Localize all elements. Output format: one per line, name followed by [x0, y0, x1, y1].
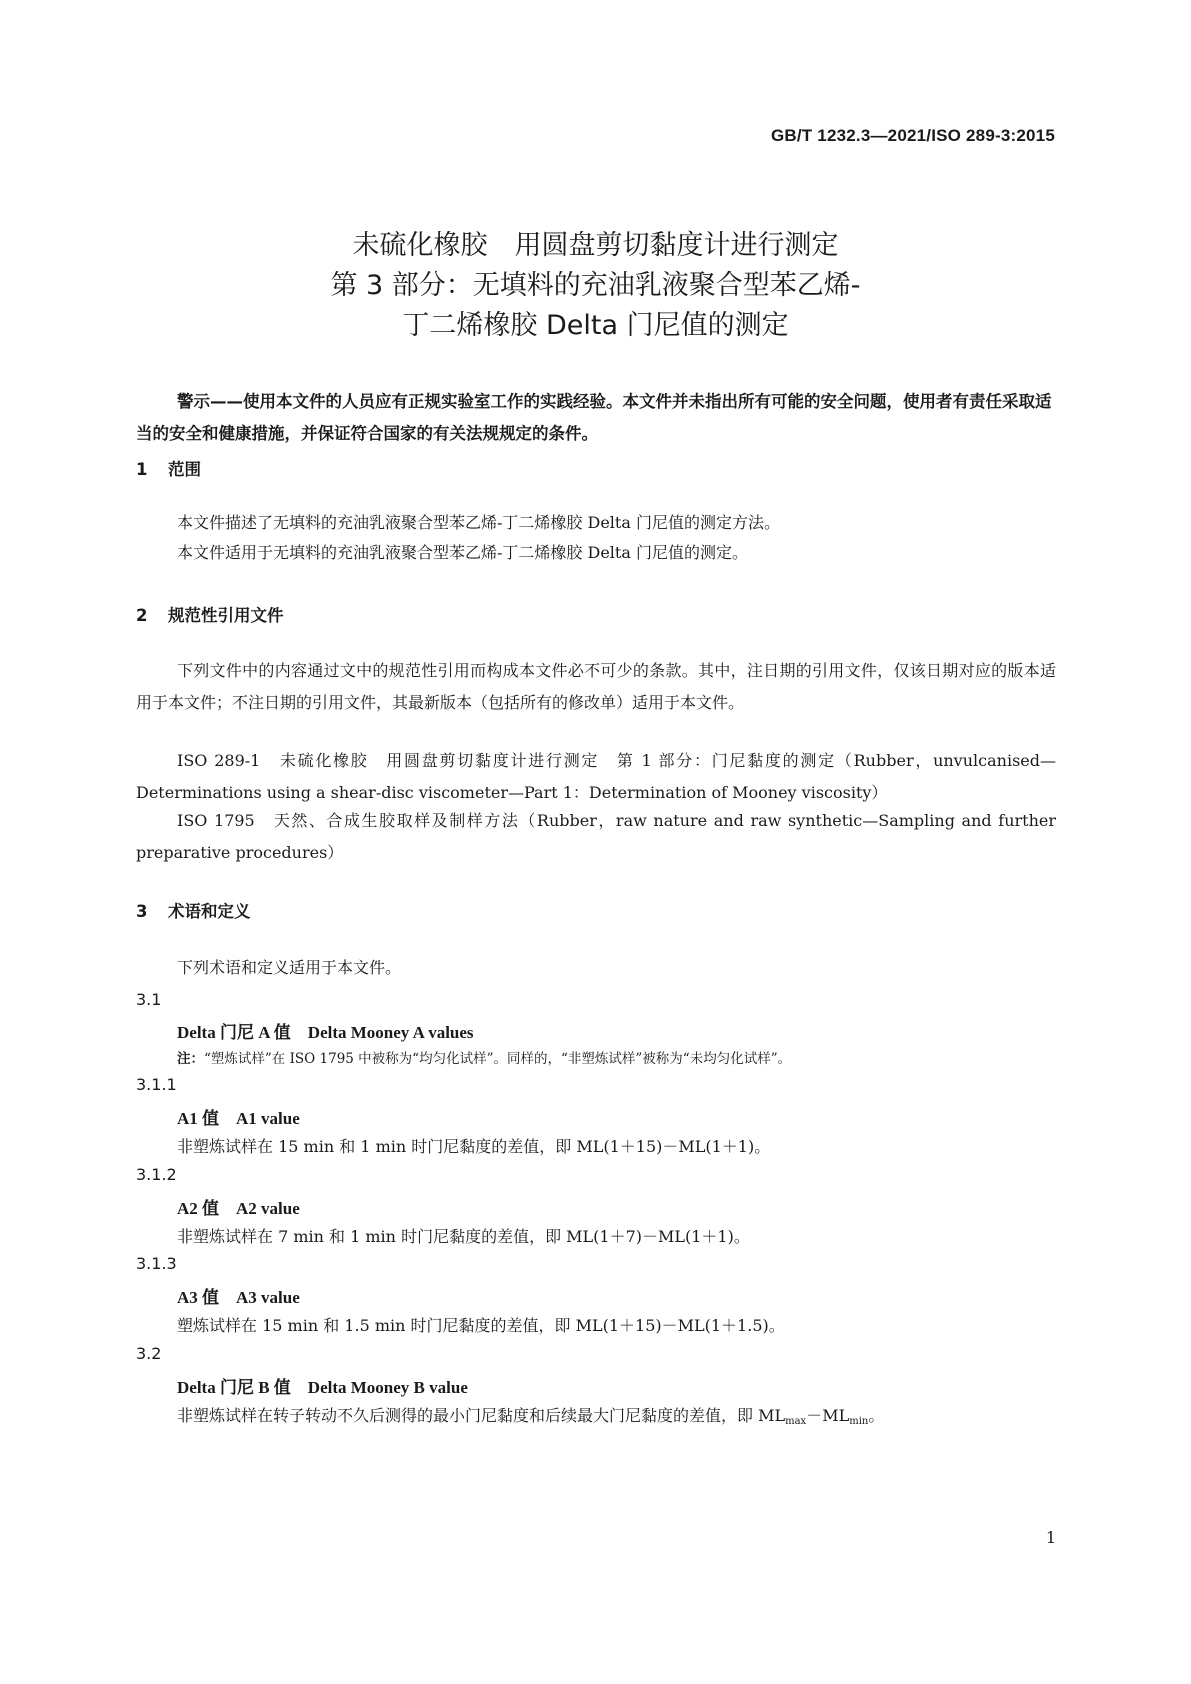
term-name: A3 值 A3 value — [177, 1288, 300, 1307]
subscript-min: min — [849, 1416, 869, 1427]
section-3-heading — [136, 898, 251, 922]
subscript-max: max — [785, 1416, 807, 1427]
term-definition: 非塑炼试样在 7 min 和 1 min 时门尼黏度的差值，即 ML(1＋7)－ML(1＋1)。 — [177, 1227, 750, 1246]
normative-refs-intro: 下列文件中的内容通过文中的规范性引用而构成本文件必不可少的条款。其中，注日期的引用文件，仅该日期对应的版本适用于本文件；不注日期的引用文件，其最新版本（包括所有的修改单）适用于本文件。 — [136, 661, 1056, 712]
term-number: 3.1.1 — [136, 1075, 177, 1094]
title-line-2: 第 3 部分：无填料的充油乳液聚合型苯乙烯- — [330, 270, 861, 301]
safety-warning: 警示——使用本文件的人员应有正规实验室工作的实践经验。本文件并未指出所有可能的安全问题，使用者有责任采取适当的安全和健康措施，并保证符合国家的有关法规规定的条件。 — [136, 392, 1052, 443]
reference-iso-1795: ISO 1795 天然、合成生胶取样及制样方法（Rubber，raw nature and raw synthetic—Sampling and further preparative procedures） — [136, 811, 1056, 862]
section-title: 术语和定义 — [168, 902, 251, 921]
section-2-heading — [136, 602, 284, 626]
scope-paragraph-1: 本文件描述了无填料的充油乳液聚合型苯乙烯-丁二烯橡胶 Delta 门尼值的测定方法。 — [177, 513, 780, 532]
standard-number: GB/T 1232.3—2021/ISO 289-3:2015 — [770, 126, 1055, 145]
definition-text: 非塑炼试样在转子转动不久后测得的最小门尼黏度和后续最大门尼黏度的差值，即 ML — [177, 1406, 786, 1425]
title-line-1: 未硫化橡胶 用圆盘剪切黏度计进行测定 — [352, 230, 839, 261]
section-title: 规范性引用文件 — [168, 606, 284, 625]
term-name: Delta 门尼 A 值 Delta Mooney A values — [177, 1023, 474, 1042]
note-label: 注： — [177, 1051, 204, 1067]
section-title: 范围 — [168, 460, 201, 479]
section-number: 3 — [136, 902, 148, 921]
note-text: “塑炼试样”在 ISO 1795 中被称为“均匀化试样”。同样的，“非塑炼试样”被称为“未均匀化试样”。 — [204, 1051, 792, 1067]
term-name: Delta 门尼 B 值 Delta Mooney B value — [177, 1378, 468, 1397]
term-number: 3.1.2 — [136, 1165, 177, 1184]
terms-intro: 下列术语和定义适用于本文件。 — [177, 958, 402, 977]
term-number: 3.1.3 — [136, 1254, 177, 1273]
title-line-3: 丁二烯橡胶 Delta 门尼值的测定 — [402, 310, 789, 341]
section-number: 2 — [136, 606, 148, 625]
term-number: 3.2 — [136, 1344, 162, 1363]
section-number: 1 — [136, 460, 148, 479]
page-number: 1 — [1045, 1528, 1056, 1547]
term-definition — [177, 1403, 884, 1427]
term-note — [177, 1047, 791, 1067]
term-name: A1 值 A1 value — [177, 1109, 300, 1128]
definition-text: 。 — [868, 1406, 885, 1425]
reference-iso-289-1: ISO 289-1 未硫化橡胶 用圆盘剪切黏度计进行测定 第 1 部分：门尼黏度的测定（Rubber，unvulcanised—Determinations using a shear-disc viscometer—Part 1：Determination of Mooney viscosity） — [136, 751, 1056, 802]
term-definition: 非塑炼试样在 15 min 和 1 min 时门尼黏度的差值，即 ML(1＋15)－ML(1＋1)。 — [177, 1137, 771, 1156]
term-number: 3.1 — [136, 990, 162, 1009]
definition-text: －ML — [806, 1406, 850, 1425]
term-name: A2 值 A2 value — [177, 1199, 300, 1218]
section-1-heading — [136, 456, 201, 480]
scope-paragraph-2: 本文件适用于无填料的充油乳液聚合型苯乙烯-丁二烯橡胶 Delta 门尼值的测定。 — [177, 543, 748, 562]
term-definition: 塑炼试样在 15 min 和 1.5 min 时门尼黏度的差值，即 ML(1＋15)－ML(1＋1.5)。 — [177, 1316, 785, 1335]
document-title — [0, 226, 1191, 346]
